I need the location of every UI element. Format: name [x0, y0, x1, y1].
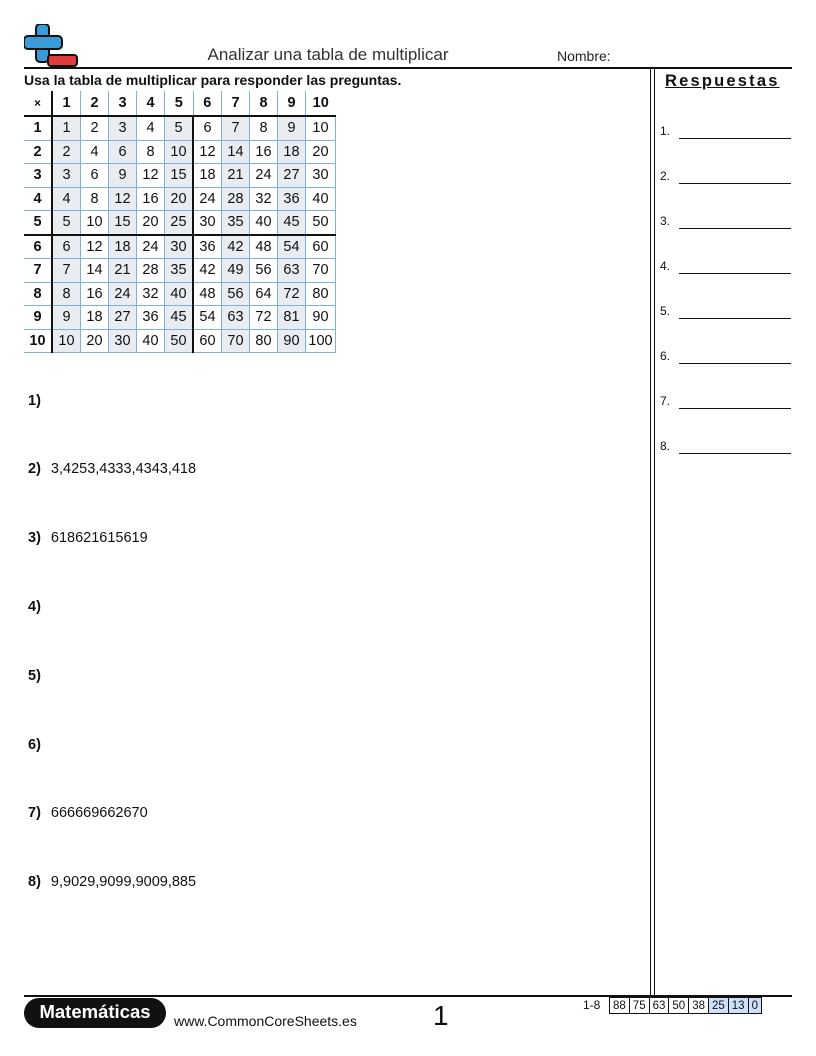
row-header: 2 — [24, 140, 52, 164]
table-cell: 20 — [81, 329, 109, 353]
table-cell: 81 — [278, 306, 306, 330]
column-header: 1 — [52, 91, 81, 116]
row-header: 6 — [24, 235, 52, 259]
table-cell: 4 — [81, 140, 109, 164]
table-cell: 18 — [278, 140, 306, 164]
table-cell: 80 — [250, 329, 278, 353]
table-cell: 36 — [278, 187, 306, 211]
question-4: 4) — [28, 599, 41, 615]
table-cell: 63 — [278, 259, 306, 283]
score-cell: 63 — [649, 998, 669, 1014]
table-cell: 30 — [109, 329, 137, 353]
table-row — [24, 259, 336, 283]
table-cell: 36 — [193, 235, 222, 259]
answer-label-5: 5. — [660, 304, 671, 318]
worksheet-title: Analizar una tabla de multiplicar — [207, 45, 449, 64]
question-1: 1) — [28, 393, 41, 409]
table-cell: 6 — [109, 140, 137, 164]
table-cell: 6 — [81, 164, 109, 188]
column-header: 8 — [250, 91, 278, 116]
table-row — [24, 164, 336, 188]
score-cell: 50 — [669, 998, 689, 1014]
score-cell: 0 — [748, 998, 761, 1014]
table-cell: 10 — [306, 116, 336, 140]
answer-blank-2[interactable] — [679, 183, 791, 184]
score-table — [609, 997, 762, 1014]
table-cell: 30 — [165, 235, 194, 259]
header-rule — [24, 67, 792, 69]
answer-blank-6[interactable] — [679, 363, 791, 364]
row-header: 3 — [24, 164, 52, 188]
table-cell: 60 — [193, 329, 222, 353]
table-cell: 12 — [137, 164, 165, 188]
table-cell: 12 — [193, 140, 222, 164]
table-cell: 2 — [81, 116, 109, 140]
answer-label-2: 2. — [660, 169, 671, 183]
table-cell: 20 — [165, 187, 194, 211]
table-cell: 24 — [250, 164, 278, 188]
table-cell: 18 — [193, 164, 222, 188]
question-2: 2) 3,4253,4333,4343,418 — [28, 461, 197, 477]
table-cell: 18 — [81, 306, 109, 330]
table-cell: 9 — [52, 306, 81, 330]
table-cell: 3 — [52, 164, 81, 188]
table-cell: 40 — [165, 282, 194, 306]
answer-label-4: 4. — [660, 259, 671, 273]
table-cell: 45 — [165, 306, 194, 330]
table-cell: 4 — [52, 187, 81, 211]
table-cell: 54 — [278, 235, 306, 259]
table-cell: 6 — [52, 235, 81, 259]
table-cell: 35 — [165, 259, 194, 283]
score-cell: 88 — [610, 998, 630, 1014]
table-cell: 32 — [137, 282, 165, 306]
row-header: 7 — [24, 259, 52, 283]
table-cell: 49 — [222, 259, 250, 283]
table-cell: 48 — [193, 282, 222, 306]
table-row — [24, 306, 336, 330]
table-cell: 21 — [222, 164, 250, 188]
answer-label-7: 7. — [660, 394, 671, 408]
column-header: 9 — [278, 91, 306, 116]
table-cell: 90 — [306, 306, 336, 330]
table-cell: 8 — [52, 282, 81, 306]
table-cell: 12 — [81, 235, 109, 259]
table-cell: 7 — [52, 259, 81, 283]
table-cell: 27 — [109, 306, 137, 330]
table-cell: 35 — [222, 211, 250, 235]
table-cell: 20 — [137, 211, 165, 235]
table-cell: 50 — [306, 211, 336, 235]
table-cell: 2 — [52, 140, 81, 164]
table-cell: 56 — [250, 259, 278, 283]
table-cell: 9 — [278, 116, 306, 140]
table-cell: 8 — [81, 187, 109, 211]
table-cell: 3 — [109, 116, 137, 140]
column-header: 7 — [222, 91, 250, 116]
answer-blank-7[interactable] — [679, 408, 791, 409]
answer-blank-1[interactable] — [679, 138, 791, 139]
brand-label: Matemáticas — [39, 1001, 151, 1022]
table-cell: 15 — [109, 211, 137, 235]
row-header: 10 — [24, 329, 52, 353]
table-row — [24, 116, 336, 140]
table-cell: 5 — [165, 116, 194, 140]
table-cell: 8 — [250, 116, 278, 140]
answer-blank-8[interactable] — [679, 453, 791, 454]
table-cell: 36 — [137, 306, 165, 330]
table-row — [24, 211, 336, 235]
table-header-row — [24, 91, 336, 116]
table-cell: 72 — [250, 306, 278, 330]
table-row — [24, 329, 336, 353]
table-cell: 12 — [109, 187, 137, 211]
score-cell: 38 — [689, 998, 709, 1014]
table-cell: 42 — [193, 259, 222, 283]
table-cell: 70 — [306, 259, 336, 283]
column-header: 10 — [306, 91, 336, 116]
answer-blank-3[interactable] — [679, 228, 791, 229]
question-6: 6) — [28, 737, 41, 753]
table-cell: 16 — [250, 140, 278, 164]
table-cell: 9 — [109, 164, 137, 188]
answer-column-divider — [654, 69, 655, 995]
table-row — [24, 282, 336, 306]
table-row — [24, 235, 336, 259]
table-cell: 21 — [109, 259, 137, 283]
page-number: 1 — [433, 1000, 449, 1031]
table-cell: 14 — [81, 259, 109, 283]
table-cell: 18 — [109, 235, 137, 259]
table-cell: 28 — [222, 187, 250, 211]
score-range: 1-8 — [583, 998, 601, 1012]
table-cell: 30 — [193, 211, 222, 235]
table-cell: 40 — [306, 187, 336, 211]
table-cell: 5 — [52, 211, 81, 235]
table-cell: 24 — [137, 235, 165, 259]
table-cell: 45 — [278, 211, 306, 235]
instructions: Usa la tabla de multiplicar para responder las preguntas. — [24, 72, 402, 88]
multiplication-table — [24, 91, 336, 353]
table-cell: 63 — [222, 306, 250, 330]
table-cell: 90 — [278, 329, 306, 353]
column-header: 2 — [81, 91, 109, 116]
row-header: 8 — [24, 282, 52, 306]
table-cell: 24 — [193, 187, 222, 211]
row-header: 5 — [24, 211, 52, 235]
table-cell: 15 — [165, 164, 194, 188]
table-cell: 80 — [306, 282, 336, 306]
table-cell: 1 — [52, 116, 81, 140]
column-header: 3 — [109, 91, 137, 116]
row-header: 1 — [24, 116, 52, 140]
answers-title: Respuestas — [665, 72, 780, 90]
score-cell: 75 — [629, 998, 649, 1014]
answer-label-1: 1. — [660, 124, 671, 138]
table-cell: 64 — [250, 282, 278, 306]
table-cell: 70 — [222, 329, 250, 353]
table-cell: 72 — [278, 282, 306, 306]
table-cell: 28 — [137, 259, 165, 283]
score-cell: 25 — [708, 998, 728, 1014]
table-cell: 16 — [137, 187, 165, 211]
table-cell: 27 — [278, 164, 306, 188]
table-cell: 42 — [222, 235, 250, 259]
table-cell: 30 — [306, 164, 336, 188]
table-cell: 6 — [193, 116, 222, 140]
column-header: 6 — [193, 91, 222, 116]
table-row — [24, 140, 336, 164]
table-cell: 100 — [306, 329, 336, 353]
table-cell: 16 — [81, 282, 109, 306]
column-header: 5 — [165, 91, 194, 116]
score-cell: 13 — [728, 998, 748, 1014]
times-symbol-icon: × — [24, 91, 52, 116]
table-cell: 40 — [250, 211, 278, 235]
table-cell: 25 — [165, 211, 194, 235]
table-cell: 50 — [165, 329, 194, 353]
question-3: 3) 618621615619 — [28, 530, 148, 546]
table-cell: 54 — [193, 306, 222, 330]
answer-blank-4[interactable] — [679, 273, 791, 274]
table-cell: 56 — [222, 282, 250, 306]
table-cell: 10 — [81, 211, 109, 235]
table-cell: 32 — [250, 187, 278, 211]
name-label: Nombre: — [557, 48, 611, 64]
site-url: www.CommonCoreSheets.es — [174, 1013, 357, 1029]
table-cell: 10 — [52, 329, 81, 353]
table-cell: 10 — [165, 140, 194, 164]
table-row — [24, 187, 336, 211]
answer-label-6: 6. — [660, 349, 671, 363]
row-header: 4 — [24, 187, 52, 211]
table-cell: 4 — [137, 116, 165, 140]
table-cell: 14 — [222, 140, 250, 164]
table-cell: 20 — [306, 140, 336, 164]
question-5: 5) — [28, 668, 41, 684]
answer-label-3: 3. — [660, 214, 671, 228]
row-header: 9 — [24, 306, 52, 330]
question-7: 7) 666669662670 — [28, 805, 148, 821]
table-cell: 24 — [109, 282, 137, 306]
table-cell: 8 — [137, 140, 165, 164]
column-header: 4 — [137, 91, 165, 116]
answer-label-8: 8. — [660, 439, 671, 453]
table-cell: 40 — [137, 329, 165, 353]
table-cell: 60 — [306, 235, 336, 259]
table-cell: 48 — [250, 235, 278, 259]
answer-blank-5[interactable] — [679, 318, 791, 319]
table-cell: 7 — [222, 116, 250, 140]
question-8: 8) 9,9029,9099,9009,885 — [28, 874, 197, 890]
answer-column-divider — [650, 69, 651, 995]
